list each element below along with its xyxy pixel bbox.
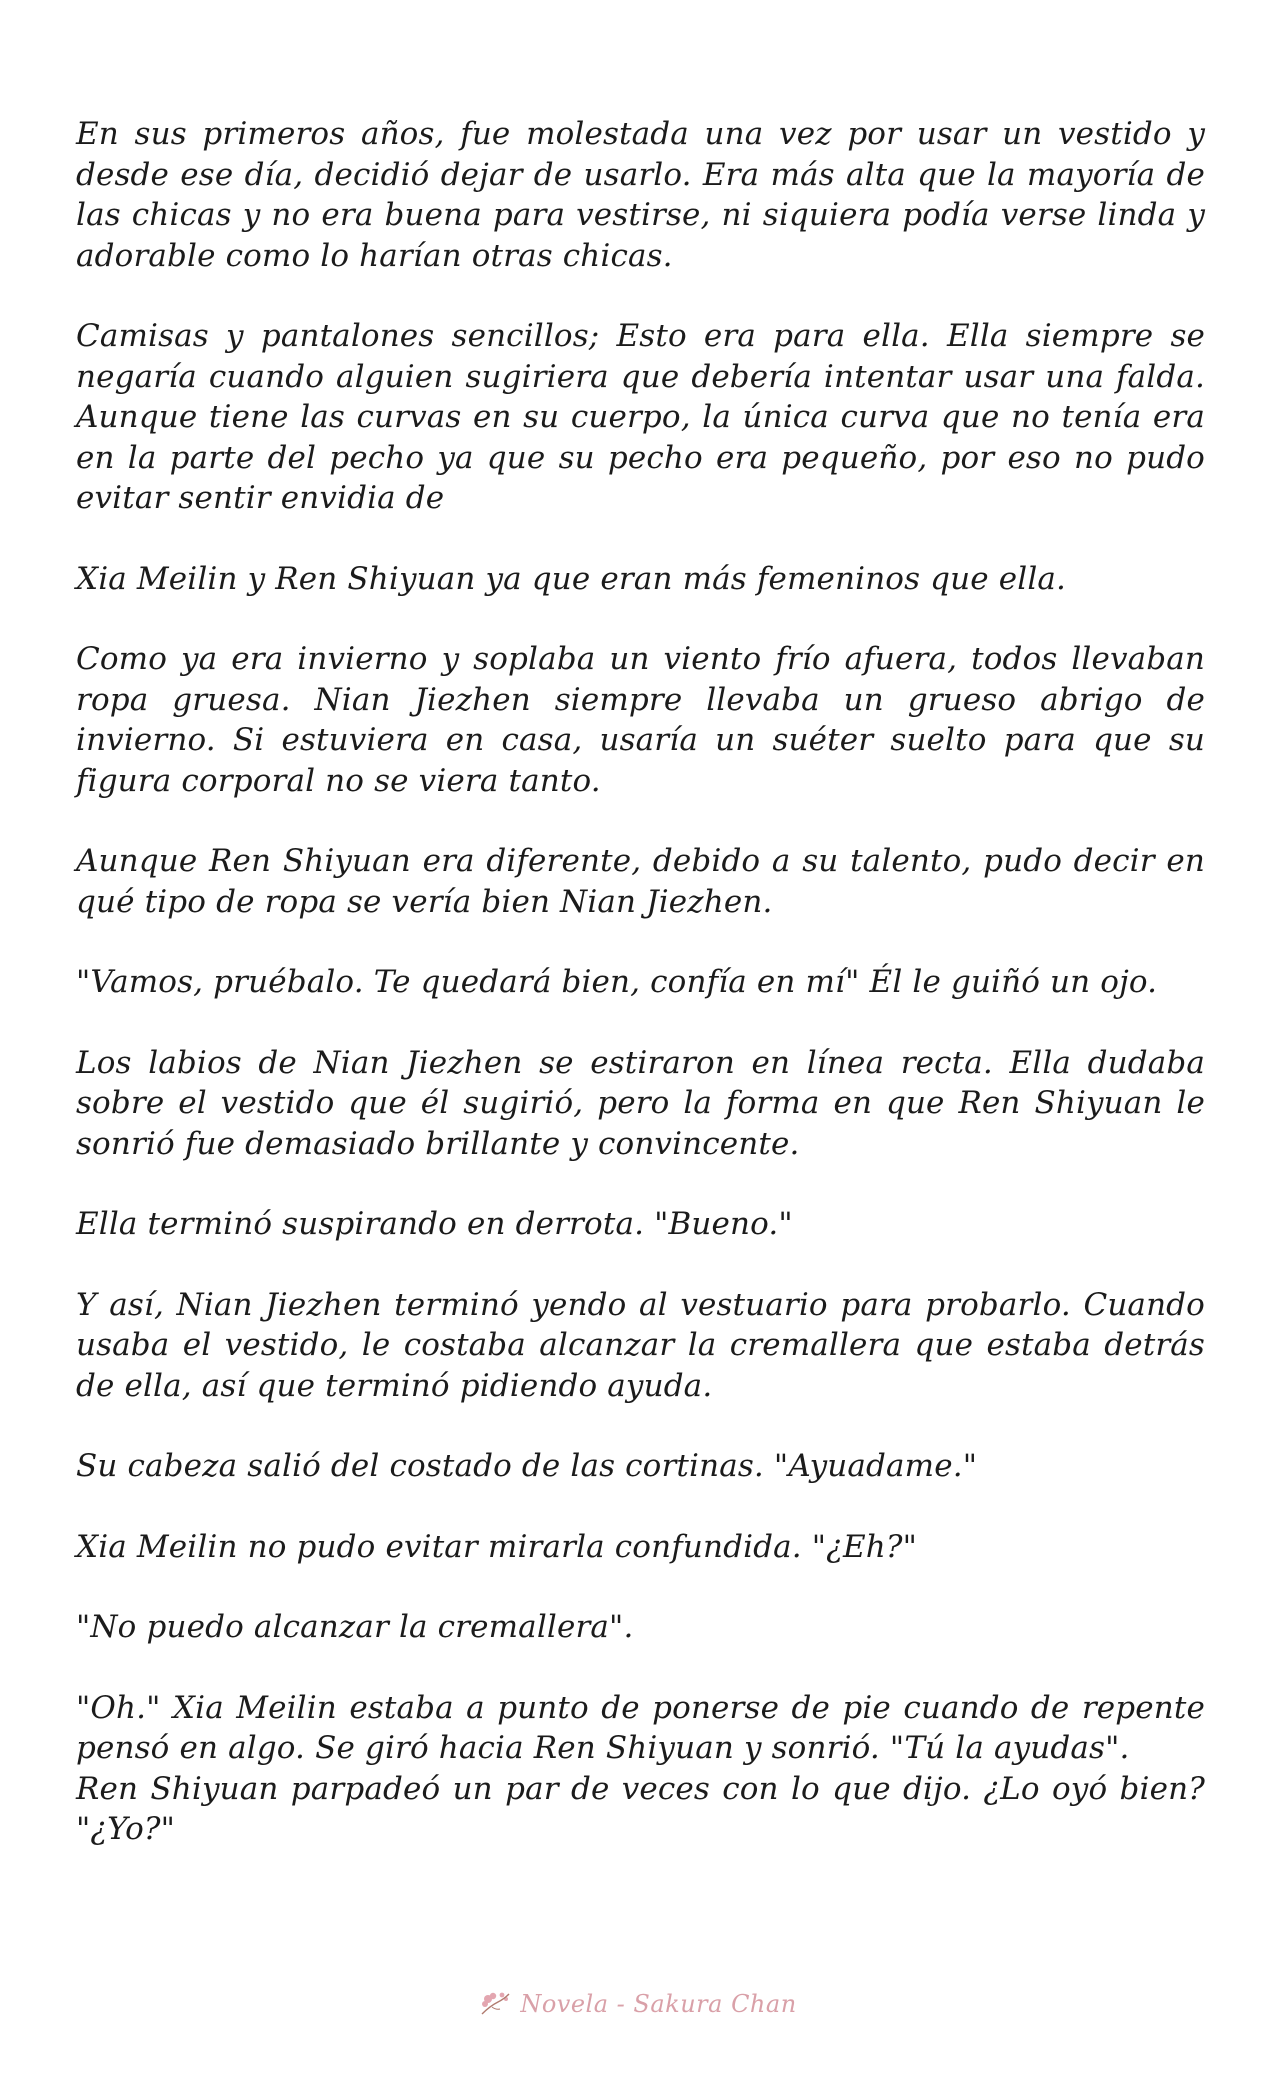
watermark-footer xyxy=(0,1990,1275,2018)
paragraph-1: En sus primeros años, fue molestada una vez por usar un vestido y desde ese día, decidió dejar de usarlo. Era más alta que la mayoría de las chicas y no era buena para vestirse, ni siquiera podía verse linda y adorable como lo harían otras chicas. xyxy=(76,116,1205,274)
paragraph-12: "No puedo alcanzar la cremallera". xyxy=(76,1609,634,1645)
paragraph-5: Aunque Ren Shiyuan era diferente, debido a su talento, pudo decir en qué tipo de ropa se vería bien Nian Jiezhen. xyxy=(76,843,1205,920)
paragraph-9: Y así, Nian Jiezhen terminó yendo al vestuario para probarlo. Cuando usaba el vestido, le costaba alcanzar la cremallera que estaba detrás de ella, así que terminó pidiendo ayuda. xyxy=(76,1286,1205,1404)
story-text xyxy=(76,114,1205,1850)
paragraph-11: Xia Meilin no pudo evitar mirarla confundida. "¿Eh?" xyxy=(76,1528,918,1565)
paragraph-8: Ella terminó suspirando en derrota. "Bueno." xyxy=(76,1206,793,1242)
paragraph-7: Los labios de Nian Jiezhen se estiraron en línea recta. Ella dudaba sobre el vestido que él sugirió, pero la forma en que Ren Shiyuan le sonrió fue demasiado brillante y convincente. xyxy=(76,1044,1205,1162)
paragraph-4: Como ya era invierno y soplaba un viento frío afuera, todos llevaban ropa gruesa. Nian Jiezhen siempre llevaba un grueso abrigo de invierno. Si estuviera en casa, usaría un suéter suelto para que su figura corporal no se viera tanto. xyxy=(76,641,1205,799)
paragraph-3: Xia Meilin y Ren Shiyuan ya que eran más femeninos que ella. xyxy=(76,560,1067,597)
watermark-text: Novela - Sakura Chan xyxy=(520,1990,797,2018)
paragraph-2: Camisas y pantalones sencillos; Esto era para ella. Ella siempre se negaría cuando alguien sugiriera que debería intentar usar una falda. Aunque tiene las curvas en su cuerpo, la única curva que no tenía era en la parte del pecho ya que su pecho era pequeño, por eso no pudo evitar sentir envidia de xyxy=(76,318,1205,516)
paragraph-13: "Oh." Xia Meilin estaba a punto de ponerse de pie cuando de repente pensó en algo. Se giró hacia Ren Shiyuan y sonrió. "Tú la ayudas". xyxy=(76,1689,1205,1766)
paragraph-14: Ren Shiyuan parpadeó un par de veces con lo que dijo. ¿Lo oyó bien? "¿Yo?" xyxy=(76,1770,1205,1847)
sakura-flower-icon xyxy=(478,1990,512,2018)
paragraph-6: "Vamos, pruébalo. Te quedará bien, confía en mí" Él le guiñó un ojo. xyxy=(76,964,1158,1000)
paragraph-10: Su cabeza salió del costado de las cortinas. "Ayuadame." xyxy=(76,1448,978,1484)
